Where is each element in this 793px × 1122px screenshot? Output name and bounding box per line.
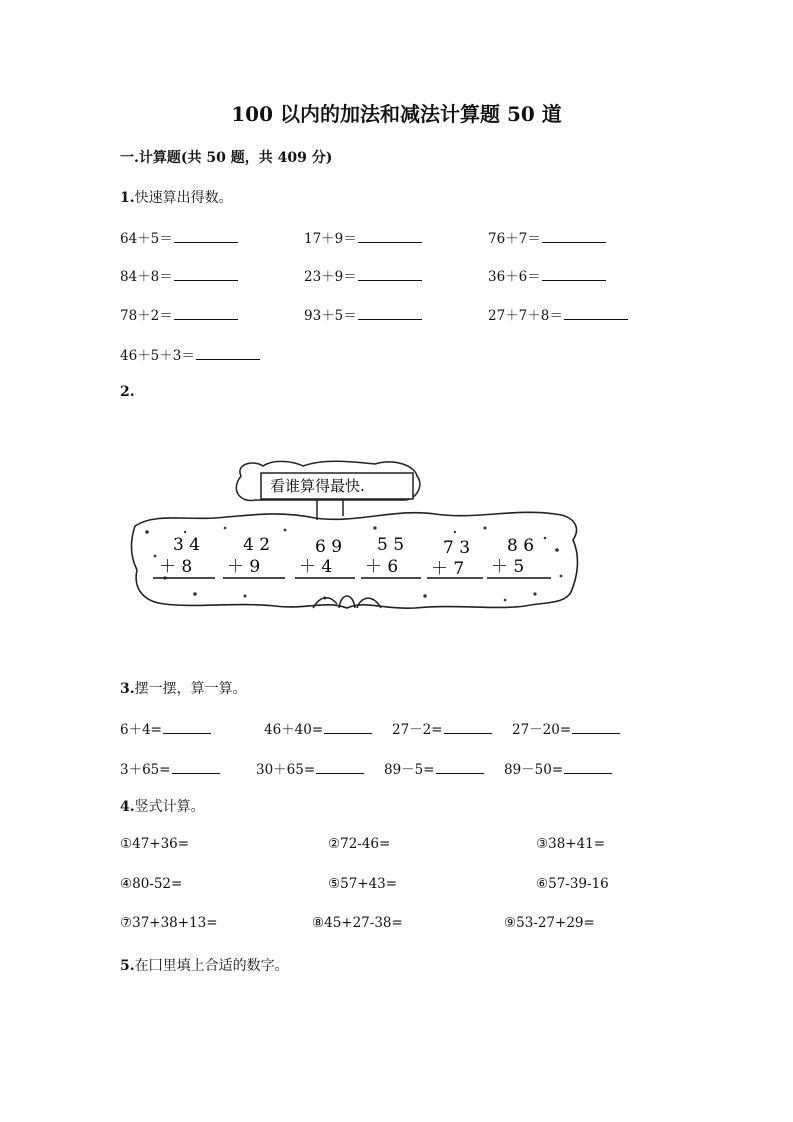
q1-item	[120, 227, 238, 247]
q1-item	[488, 304, 628, 324]
q1-item	[120, 304, 238, 324]
q1-item	[304, 227, 422, 247]
q1-item	[488, 265, 606, 285]
expression: 27－20=	[512, 722, 572, 738]
expression: 17＋9＝	[304, 231, 357, 247]
expression: 78＋2＝	[120, 308, 173, 324]
q4-item: ⑤57+43=	[328, 876, 398, 892]
expression: 76＋7＝	[488, 231, 541, 247]
question-number: 1.	[120, 190, 135, 206]
question-text: 竖式计算。	[134, 799, 205, 815]
question-5	[120, 955, 289, 975]
q3-item	[384, 758, 484, 778]
q3-item	[256, 758, 364, 778]
question-1	[120, 187, 233, 207]
answer-blank[interactable]	[542, 266, 606, 281]
expression: 3＋65=	[120, 762, 171, 778]
answer-blank[interactable]	[174, 228, 238, 243]
answer-blank[interactable]	[542, 228, 606, 243]
problem-bottom: ＋ 8	[159, 557, 193, 577]
expression: 46＋40=	[264, 722, 324, 738]
page-title: 100 以内的加法和减法计算题 50 道	[231, 102, 562, 126]
problem-top: 3 4	[173, 535, 201, 555]
q3-item	[120, 718, 211, 738]
question-3	[120, 678, 247, 698]
question-text: 在囗里填上合适的数字。	[134, 958, 289, 974]
question-4	[120, 796, 205, 816]
q4-item: ③38+41=	[536, 836, 606, 852]
answer-blank[interactable]	[358, 266, 422, 281]
problem-top: 7 3	[443, 538, 471, 558]
quiz-board-illustration	[125, 458, 585, 618]
q3-item	[504, 758, 612, 778]
answer-blank[interactable]	[174, 305, 238, 320]
q3-item	[392, 718, 492, 738]
expression: 46＋5＋3＝	[120, 348, 195, 364]
answer-blank[interactable]	[172, 759, 220, 774]
q4-item: ⑥57-39-16	[536, 876, 609, 892]
problem-bottom: ＋ 6	[365, 557, 399, 577]
expression: 89－50=	[504, 762, 564, 778]
problem-bottom: ＋ 7	[431, 559, 465, 579]
q1-item	[304, 304, 422, 324]
answer-blank[interactable]	[564, 305, 628, 320]
answer-blank[interactable]	[572, 719, 620, 734]
question-number: 5.	[120, 958, 135, 974]
expression: 89－5=	[384, 762, 435, 778]
problem-bottom: ＋ 5	[491, 557, 525, 577]
q4-item: ⑧45+27-38=	[312, 915, 403, 931]
q1-item	[120, 265, 238, 285]
expression: 30＋65=	[256, 762, 316, 778]
answer-blank[interactable]	[436, 759, 484, 774]
answer-blank[interactable]	[324, 719, 372, 734]
expression: 27＋7＋8＝	[488, 308, 563, 324]
sign-text: 看谁算得最快.	[270, 477, 365, 495]
q4-item: ④80-52=	[120, 876, 183, 892]
question-text: 快速算出得数。	[134, 190, 233, 206]
answer-blank[interactable]	[564, 759, 612, 774]
q1-item	[304, 265, 422, 285]
expression: 64＋5＝	[120, 231, 173, 247]
q4-item: ②72-46=	[328, 836, 391, 852]
expression: 23＋9＝	[304, 269, 357, 285]
problem-bottom: ＋ 9	[227, 557, 261, 577]
expression: 84＋8＝	[120, 269, 173, 285]
answer-blank[interactable]	[174, 266, 238, 281]
vertical-addition-problems	[153, 535, 551, 579]
answer-blank[interactable]	[358, 305, 422, 320]
problem-top: 6 9	[315, 537, 343, 557]
question-number: 3.	[120, 681, 135, 697]
q3-item	[264, 718, 372, 738]
section-heading: 一.计算题(共 50 题，共 409 分)	[120, 150, 333, 166]
expression: 93＋5＝	[304, 308, 357, 324]
q1-item	[488, 227, 606, 247]
grass-decoration	[313, 596, 381, 608]
expression: 6＋4=	[120, 722, 162, 738]
question-2	[120, 384, 135, 400]
q4-item: ⑦37+38+13=	[120, 915, 218, 931]
expression: 27－2=	[392, 722, 443, 738]
answer-blank[interactable]	[163, 719, 211, 734]
answer-blank[interactable]	[358, 228, 422, 243]
question-number: 2.	[120, 384, 135, 400]
q4-item: ⑨53-27+29=	[504, 915, 595, 931]
q4-item: ①47+36=	[120, 836, 190, 852]
q3-item	[512, 718, 620, 738]
answer-blank[interactable]	[196, 345, 260, 360]
expression: 36＋6＝	[488, 269, 541, 285]
problem-top: 8 6	[507, 536, 535, 556]
question-number: 4.	[120, 799, 135, 815]
q3-item	[120, 758, 220, 778]
problem-top: 5 5	[377, 535, 405, 555]
answer-blank[interactable]	[444, 719, 492, 734]
question-text: 摆一摆，算一算。	[134, 681, 247, 697]
problem-top: 4 2	[243, 535, 271, 555]
problem-bottom: ＋ 4	[299, 557, 333, 577]
q1-item	[120, 344, 260, 364]
answer-blank[interactable]	[316, 759, 364, 774]
